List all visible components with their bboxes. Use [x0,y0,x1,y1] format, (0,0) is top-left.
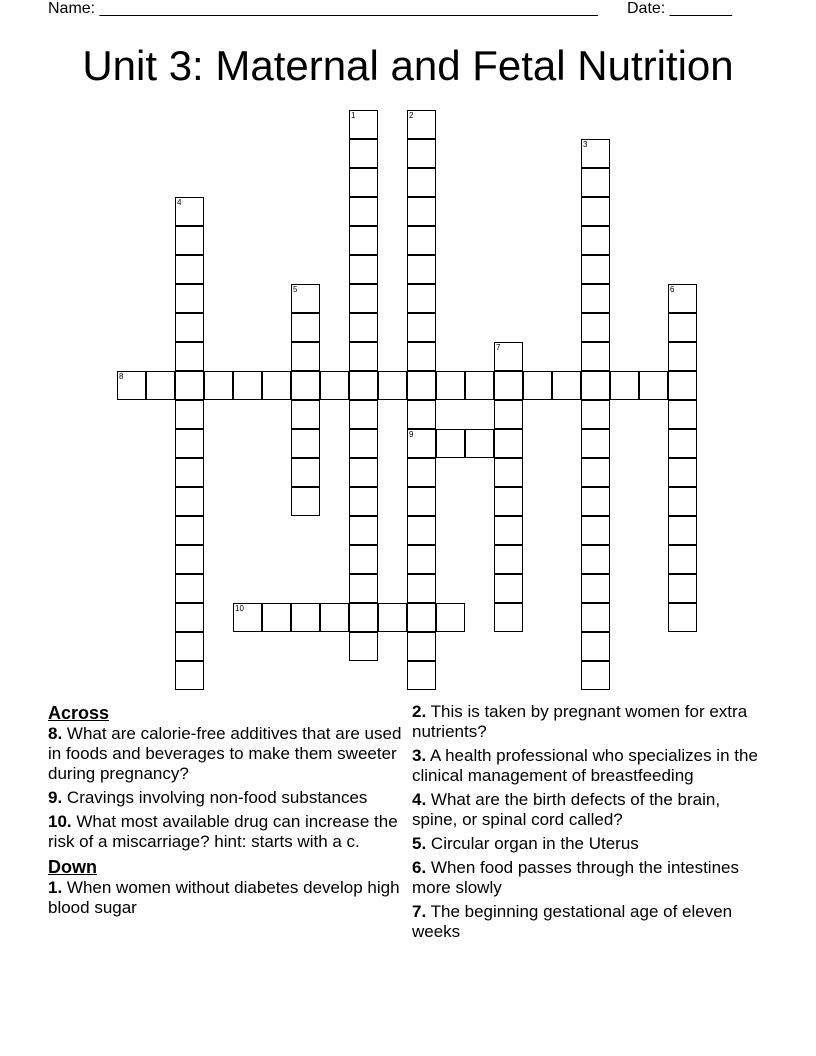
date-field[interactable]: Date: _______ [627,0,732,17]
crossword-cell[interactable] [581,197,610,226]
page-title: Unit 3: Maternal and Fetal Nutrition [82,42,734,89]
clue-number: 1 [351,111,356,120]
crossword-cell[interactable] [291,400,320,429]
crossword-cell[interactable] [349,458,378,487]
clue-item [48,788,410,808]
clue-item [412,834,768,854]
crossword-cell[interactable] [349,313,378,342]
crossword-cell[interactable] [291,371,320,400]
crossword-cell[interactable] [494,603,523,632]
crossword-cell[interactable] [668,313,697,342]
crossword-cell[interactable] [407,400,436,429]
clue-item [412,902,768,942]
crossword-cell[interactable] [291,284,320,313]
crossword-cell[interactable] [291,313,320,342]
crossword-cell[interactable] [494,458,523,487]
crossword-cell[interactable] [494,487,523,516]
crossword-cell[interactable] [668,574,697,603]
crossword-cell[interactable] [581,603,610,632]
clue-item-number: 2. [412,702,427,721]
crossword-cell[interactable] [291,603,320,632]
crossword-cell[interactable] [349,603,378,632]
clue-item [48,812,410,852]
crossword-cell[interactable] [494,574,523,603]
down-clue-list-continued [412,702,768,942]
crossword-cell[interactable] [233,603,262,632]
crossword-cell[interactable] [407,458,436,487]
crossword-cell[interactable] [175,487,204,516]
crossword-cell[interactable] [407,110,436,139]
crossword-cell[interactable] [349,516,378,545]
clue-item-text: This is taken by pregnant women for extra nutrients? [412,702,748,741]
clue-number: 7 [496,343,501,352]
crossword-cell[interactable] [668,429,697,458]
crossword-cell[interactable] [494,516,523,545]
crossword-cell[interactable] [436,429,465,458]
clue-number: 4 [177,198,182,207]
crossword-cell[interactable] [349,226,378,255]
crossword-cell[interactable] [581,226,610,255]
crossword-cell[interactable] [349,139,378,168]
clue-item [412,746,768,786]
crossword-cell[interactable] [581,516,610,545]
crossword-cell[interactable] [407,226,436,255]
crossword-cell[interactable] [349,632,378,661]
crossword-cell[interactable] [407,313,436,342]
clue-number: 9 [409,430,414,439]
crossword-cell[interactable] [581,574,610,603]
clue-item-text: Cravings involving non-food substances [62,788,368,807]
crossword-cell[interactable] [465,371,494,400]
clue-item-text: What most available drug can increase the risk of a miscarriage? hint: starts with a c. [48,812,398,851]
crossword-cell[interactable] [581,661,610,690]
crossword-cell[interactable] [349,371,378,400]
crossword-cell[interactable] [175,574,204,603]
crossword-cell[interactable] [581,342,610,371]
clue-item-text: What are the birth defects of the brain, spine, or spinal cord called? [412,790,721,829]
crossword-cell[interactable] [581,313,610,342]
crossword-cell[interactable] [639,371,668,400]
crossword-cell[interactable] [407,661,436,690]
clues-right-column [412,702,768,946]
across-clue-list [48,724,410,852]
crossword-cell[interactable] [320,603,349,632]
crossword-cell[interactable] [668,516,697,545]
clue-item-text: When food passes through the intestines more slowly [412,858,739,897]
clue-number: 10 [235,604,244,613]
clue-item-number: 7. [412,902,427,921]
crossword-cell[interactable] [494,429,523,458]
crossword-cell[interactable] [581,487,610,516]
crossword-cell[interactable] [407,516,436,545]
crossword-cell[interactable] [581,284,610,313]
clue-number: 8 [119,372,124,381]
crossword-cell[interactable] [581,458,610,487]
crossword-cell[interactable] [668,545,697,574]
crossword-cell[interactable] [668,487,697,516]
name-field[interactable]: Name: ________________________________________________________ [48,0,598,17]
crossword-cell[interactable] [291,487,320,516]
down-heading: Down [48,857,97,877]
crossword-cell[interactable] [407,255,436,284]
crossword-cell[interactable] [436,371,465,400]
crossword-cell[interactable] [175,545,204,574]
crossword-cell[interactable] [175,458,204,487]
crossword-cell[interactable] [494,545,523,574]
clue-number: 2 [409,111,414,120]
clue-item [412,858,768,898]
crossword-cell[interactable] [175,661,204,690]
crossword-cell[interactable] [175,632,204,661]
crossword-cell[interactable] [668,284,697,313]
crossword-cell[interactable] [349,168,378,197]
crossword-cell[interactable] [407,371,436,400]
crossword-cell[interactable] [407,168,436,197]
clue-item-text: When women without diabetes develop high blood sugar [48,878,400,917]
across-heading: Across [48,703,110,723]
crossword-cell[interactable] [349,197,378,226]
clue-item-number: 1. [48,878,63,897]
clue-item [48,724,410,784]
clue-item-text: What are calorie-free additives that are used in foods and beverages to make them sweeter during pregnancy? [48,724,402,783]
crossword-cell[interactable] [175,226,204,255]
crossword-cell[interactable] [175,603,204,632]
crossword-cell[interactable] [581,168,610,197]
clue-number: 6 [670,285,675,294]
crossword-cell[interactable] [494,342,523,371]
crossword-cell[interactable] [465,429,494,458]
crossword-cell[interactable] [117,371,146,400]
crossword-cell[interactable] [407,545,436,574]
crossword-cell[interactable] [233,371,262,400]
crossword-cell[interactable] [320,371,349,400]
clue-item-number: 10. [48,812,72,831]
crossword-cell[interactable] [407,139,436,168]
crossword-cell[interactable] [407,603,436,632]
crossword-cell[interactable] [349,574,378,603]
clue-item-number: 9. [48,788,63,807]
crossword-cell[interactable] [668,603,697,632]
clue-item-text: The beginning gestational age of eleven weeks [412,902,733,941]
crossword-cell[interactable] [552,371,581,400]
crossword-cell[interactable] [581,545,610,574]
clue-item-text: Circular organ in the Uterus [426,834,639,853]
crossword-cell[interactable] [175,197,204,226]
crossword-cell[interactable] [291,342,320,371]
crossword-cell[interactable] [291,429,320,458]
crossword-cell[interactable] [581,632,610,661]
crossword-cell[interactable] [146,371,175,400]
crossword-cell[interactable] [668,371,697,400]
crossword-cell[interactable] [175,371,204,400]
clue-item-number: 5. [412,834,427,853]
crossword-cell[interactable] [407,429,436,458]
crossword-cell[interactable] [175,313,204,342]
clue-item-text: A health professional who specializes in the clinical management of breastfeeding [412,746,758,785]
clues-left-column [48,702,410,922]
crossword-cell[interactable] [175,284,204,313]
crossword-cell[interactable] [581,371,610,400]
crossword-cell[interactable] [494,400,523,429]
crossword-cell[interactable] [378,371,407,400]
crossword-cell[interactable] [378,603,407,632]
crossword-cell[interactable] [175,342,204,371]
crossword-cell[interactable] [436,603,465,632]
crossword-cell[interactable] [349,487,378,516]
crossword-cell[interactable] [349,284,378,313]
crossword-cell[interactable] [175,255,204,284]
crossword-cell[interactable] [204,371,233,400]
crossword-cell[interactable] [349,429,378,458]
crossword-cell[interactable] [291,458,320,487]
down-clue-list [48,878,410,918]
crossword-cell[interactable] [407,632,436,661]
crossword-cell[interactable] [349,400,378,429]
clue-item-number: 3. [412,746,427,765]
crossword-cell[interactable] [262,371,291,400]
crossword-cell[interactable] [407,574,436,603]
clue-number: 5 [293,285,298,294]
crossword-cell[interactable] [581,139,610,168]
clue-item-number: 6. [412,858,427,877]
crossword-cell[interactable] [581,255,610,284]
crossword-cell[interactable] [407,342,436,371]
clue-item [412,702,768,742]
clue-item-number: 4. [412,790,427,809]
crossword-cell[interactable] [262,603,291,632]
clue-number: 3 [583,140,588,149]
crossword-cell[interactable] [407,487,436,516]
crossword-cell[interactable] [668,400,697,429]
crossword-cell[interactable] [175,429,204,458]
crossword-cell[interactable] [668,342,697,371]
crossword-cell[interactable] [668,458,697,487]
crossword-cell[interactable] [407,197,436,226]
crossword-cell[interactable] [349,110,378,139]
crossword-cell[interactable] [581,429,610,458]
crossword-cell[interactable] [610,371,639,400]
crossword-cell[interactable] [175,400,204,429]
clue-item [412,790,768,830]
crossword-cell[interactable] [581,400,610,429]
crossword-cell[interactable] [494,371,523,400]
crossword-cell[interactable] [407,284,436,313]
crossword-cell[interactable] [349,255,378,284]
crossword-cell[interactable] [349,342,378,371]
crossword-cell[interactable] [349,545,378,574]
clue-item-number: 8. [48,724,63,743]
crossword-cell[interactable] [175,516,204,545]
clue-item [48,878,410,918]
crossword-cell[interactable] [523,371,552,400]
